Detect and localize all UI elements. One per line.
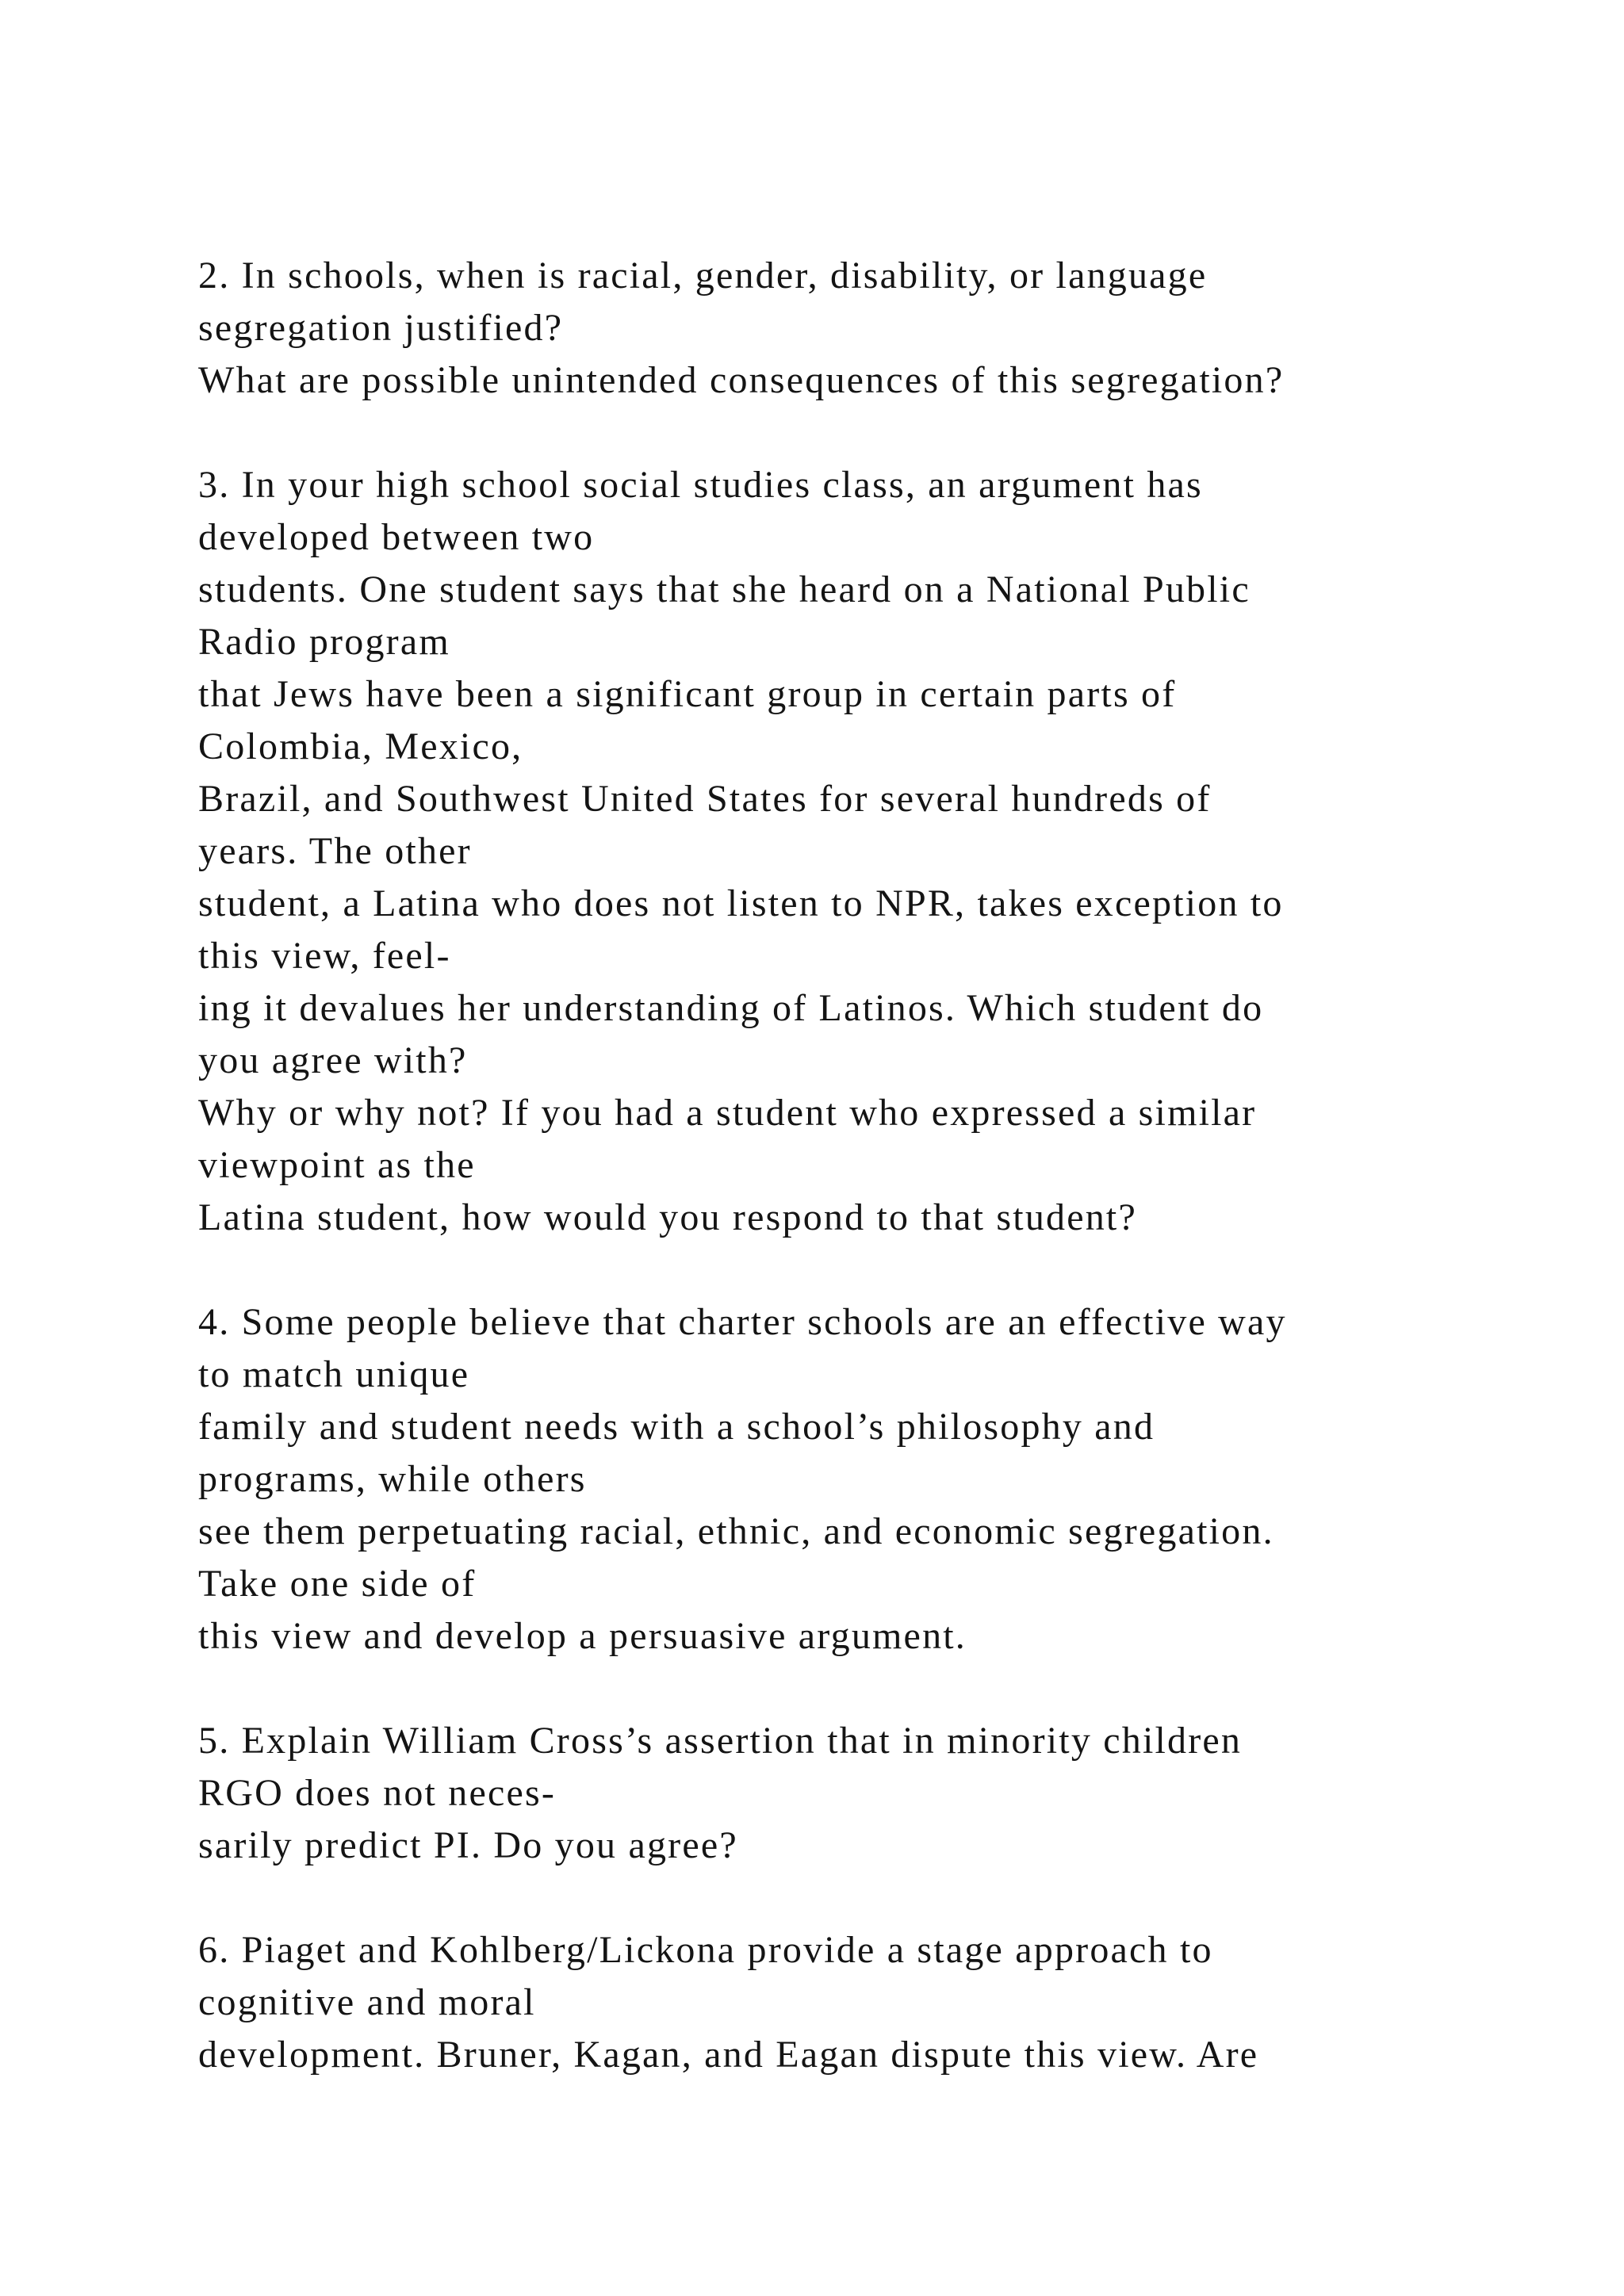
question-4-line: Take one side of	[198, 1563, 477, 1605]
question-3-line: Colombia, Mexico,	[198, 725, 523, 767]
question-5-line: RGO does not neces-	[198, 1772, 557, 1814]
question-3-line: viewpoint as the	[198, 1144, 476, 1186]
question-3-line: Radio program	[198, 621, 450, 663]
question-6-line: 6. Piaget and Kohlberg/Lickona provide a stage approach to	[198, 1929, 1213, 1971]
question-3-line: ing it devalues her understanding of Latinos. Which student do	[198, 987, 1264, 1029]
paragraph-gap	[198, 407, 1546, 459]
question-2-line: What are possible unintended consequences of this segregation?	[198, 359, 1285, 401]
question-3-line: students. One student says that she heard on a National Public	[198, 568, 1251, 610]
question-3-line: Why or why not? If you had a student who expressed a similar	[198, 1092, 1257, 1134]
question-5-line: 5. Explain William Cross’s assertion that in minority children	[198, 1720, 1243, 1762]
question-3	[198, 459, 1546, 1244]
question-6-line: cognitive and moral	[198, 1981, 536, 2023]
question-3-line: that Jews have been a significant group in certain parts of	[198, 673, 1177, 715]
document-body	[198, 250, 1546, 2081]
question-4-line: programs, while others	[198, 1458, 587, 1500]
paragraph-gap	[198, 1244, 1546, 1296]
question-4-line: see them perpetuating racial, ethnic, and economic segregation.	[198, 1510, 1274, 1552]
paragraph-gap	[198, 1663, 1546, 1715]
question-5	[198, 1715, 1546, 1872]
question-6-line: development. Bruner, Kagan, and Eagan dispute this view. Are	[198, 2034, 1259, 2076]
question-6	[198, 1924, 1546, 2081]
question-3-line: years. The other	[198, 830, 472, 872]
question-3-line: Brazil, and Southwest United States for several hundreds of	[198, 778, 1212, 820]
question-2	[198, 250, 1546, 407]
question-3-line: student, a Latina who does not listen to NPR, takes exception to	[198, 882, 1284, 924]
question-3-line: 3. In your high school social studies class, an argument has	[198, 464, 1203, 506]
question-4-line: this view and develop a persuasive argument.	[198, 1615, 967, 1657]
question-4-line: 4. Some people believe that charter schools are an effective way	[198, 1301, 1287, 1343]
question-5-line: sarily predict PI. Do you agree?	[198, 1824, 738, 1866]
question-2-line: segregation justified?	[198, 307, 564, 349]
question-3-line: you agree with?	[198, 1039, 468, 1081]
question-3-line: this view, feel-	[198, 935, 451, 977]
question-4-line: family and student needs with a school’s philosophy and	[198, 1406, 1155, 1448]
question-2-line: 2. In schools, when is racial, gender, disability, or language	[198, 254, 1208, 297]
paragraph-gap	[198, 1872, 1546, 1924]
question-3-line: Latina student, how would you respond to that student?	[198, 1196, 1137, 1238]
question-3-line: developed between two	[198, 516, 595, 558]
question-4-line: to match unique	[198, 1353, 470, 1395]
question-4	[198, 1296, 1546, 1663]
